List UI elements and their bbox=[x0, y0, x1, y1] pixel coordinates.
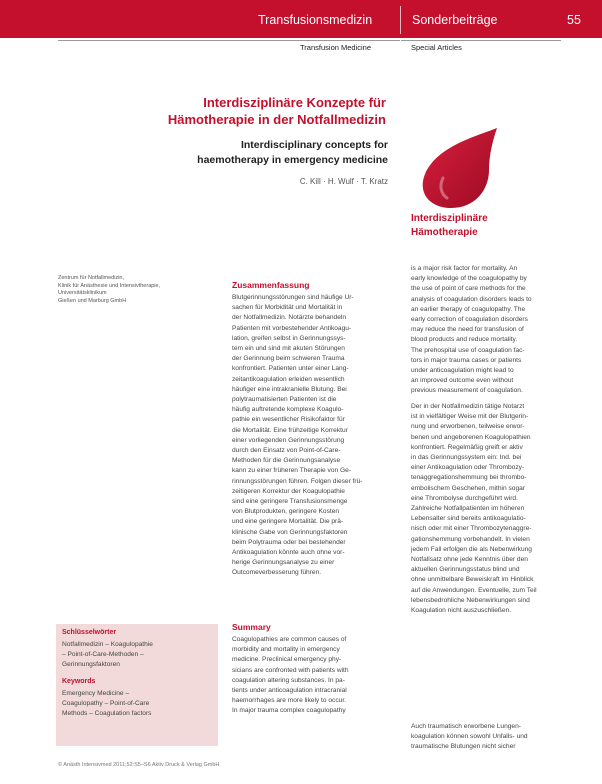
text-line: In major trauma complex coagulopathy bbox=[232, 707, 346, 715]
text-line: koagulation können sowohl Unfalls- und bbox=[411, 733, 528, 741]
text-line: Coagulopathies are common causes of bbox=[232, 636, 347, 643]
rule-right bbox=[401, 40, 561, 41]
text-line: klinische Gabe von Gerinnungsfaktoren bbox=[232, 528, 348, 536]
text-line: under anticoagulation might lead to bbox=[411, 367, 514, 375]
header-section-title: Transfusionsmedizin bbox=[258, 13, 373, 27]
text-line: haemorrhages are more likely to occur. bbox=[232, 697, 346, 705]
text-line: sicians are confronted with patients with bbox=[232, 666, 349, 674]
text-line: häufiger eine intrakranielle Blutung. Bei bbox=[232, 385, 347, 393]
text-line: Zahlreiche Notfallpatienten im höheren bbox=[411, 505, 525, 513]
text-line: may reduce the need for transfusion of bbox=[411, 326, 524, 334]
text-line: the use of point of care methods for the bbox=[411, 285, 526, 293]
summary-body bbox=[232, 635, 400, 717]
keywords-en bbox=[62, 689, 216, 719]
text-line: einer vorliegenden Gerinnungsstörung bbox=[232, 436, 345, 444]
text-line: aktuellen Gerinnungsstatus blind und bbox=[411, 566, 520, 574]
sub-header-right: Special Articles bbox=[411, 43, 462, 52]
text-line: Auch traumatisch erworbene Lungen- bbox=[411, 723, 521, 730]
text-line: polytraumatisierten Patienten ist die bbox=[232, 396, 337, 404]
text-line: Methoden für die Gerinnungsanalyse bbox=[232, 457, 341, 465]
keyword-line: Coagulopathy – Point-of-Care bbox=[62, 700, 150, 707]
text-line: durch den Einsatz von Point-of-Care- bbox=[232, 447, 341, 455]
text-line: herige Gerinnungsanalyse zu einer bbox=[232, 559, 335, 567]
text-line: häufig auftretende komplexe Koagulo- bbox=[232, 406, 344, 414]
header-category: Sonderbeiträge bbox=[412, 13, 498, 27]
article-subtitle bbox=[160, 138, 388, 168]
text-line: gationshemmung vorbehandelt. In vielen bbox=[411, 535, 530, 543]
right-paragraph-2 bbox=[411, 402, 569, 616]
blood-drop-icon bbox=[417, 126, 499, 210]
affiliation-line: Universitätsklinikum bbox=[58, 290, 107, 296]
text-line: lation, greifen selbst in Gerinnungssys- bbox=[232, 334, 346, 342]
sub-header-left: Transfusion Medicine bbox=[300, 43, 372, 52]
text-line: benen und angeborenen Koagulopathien bbox=[411, 433, 531, 441]
footer-citation: © Anästh Intensivmed 2011;52:S5–S6 Aktiv Druck & Verlag GmbH bbox=[58, 762, 220, 768]
subtitle-line: haemotherapy in emergency medicine bbox=[197, 154, 388, 166]
keyword-line: Emergency Medicine – bbox=[62, 690, 130, 697]
text-line: Antikoagulation könnte auch ohne vor- bbox=[232, 549, 345, 557]
text-line: The prehospital use of coagulation fac- bbox=[411, 346, 525, 354]
text-line: analysis of coagulation disorders leads to bbox=[411, 295, 532, 303]
side-label-line: Hämotherapie bbox=[411, 227, 478, 238]
text-line: Der in der Notfallmedizin tätige Notarzt bbox=[411, 403, 525, 410]
right-paragraph-3 bbox=[411, 722, 569, 753]
side-label bbox=[411, 212, 488, 240]
affiliation bbox=[58, 275, 218, 305]
text-line: previous measurement of coagulation. bbox=[411, 387, 523, 395]
text-line: an earlier therapy of coagulopathy. The bbox=[411, 305, 526, 313]
text-line: der Notfallmedizin. Notärzte behandeln bbox=[232, 314, 346, 322]
zusammenfassung-heading: Zusammenfassung bbox=[232, 280, 310, 290]
text-line: und eine geringere Mortalität. Die prä- bbox=[232, 518, 344, 526]
text-line: an improved outcome even without bbox=[411, 377, 514, 385]
keywords-de-heading: Schlüsselwörter bbox=[62, 629, 117, 636]
text-line: nisch oder mit einer Thrombozytenaggre- bbox=[411, 525, 532, 533]
text-line: zeitigeren Korrektur der Koagulopathie bbox=[232, 487, 345, 495]
text-line: traumatische Blutungen nicht sicher bbox=[411, 743, 516, 751]
text-line: morbidity and mortality in emergency bbox=[232, 646, 340, 654]
text-line: lebensbedrohliche Nebenwirkungen sind bbox=[411, 596, 530, 604]
text-line: early knowledge of the coagulopathy by bbox=[411, 275, 527, 283]
text-line: blood products and reduce mortality. bbox=[411, 336, 518, 344]
text-line: rinnungsstörungen führen. Folgen dieser frü- bbox=[232, 477, 363, 485]
text-line: in das Gerinnungssystem ein: Ind. bei bbox=[411, 454, 522, 462]
text-line: Notfallsatz ohne jede Kenntnis über den bbox=[411, 556, 528, 564]
text-line: konfrontiert. Patienten unter einer Lang- bbox=[232, 365, 349, 373]
text-line: early correction of coagulation disorders bbox=[411, 316, 528, 324]
text-line: konfrontiert. Regelmäßig greift er aktiv bbox=[411, 443, 523, 451]
article-title bbox=[140, 94, 386, 128]
text-line: die Mortalität. Eine frühzeitige Korrektur bbox=[232, 426, 348, 434]
zusammenfassung-body bbox=[232, 293, 400, 579]
authors: C. Kill · H. Wulf · T. Kratz bbox=[299, 177, 388, 186]
text-line: kann zu einer früheren Therapie von Ge- bbox=[232, 467, 352, 475]
text-line: beim Polytrauma oder bei bestehender bbox=[232, 538, 346, 546]
text-line: der Gerinnung beim schweren Trauma bbox=[232, 355, 345, 363]
text-line: Lebensalter sind bereits antikoagulatio- bbox=[411, 515, 526, 523]
affiliation-line: Gießen und Marburg GmbH bbox=[58, 297, 127, 304]
text-line: pathie ein wesentlicher Risikofaktor für bbox=[232, 416, 345, 424]
text-line: sind eine geringere Transfusionsmenge bbox=[232, 498, 348, 506]
title-line: Interdisziplinäre Konzepte für bbox=[203, 95, 386, 110]
keywords-en-heading: Keywords bbox=[62, 678, 96, 685]
text-line: tem ein und sind mit akuten Störungen bbox=[232, 345, 345, 353]
text-line: tients under anticoagulation intracranial bbox=[232, 687, 347, 695]
rule-left bbox=[58, 40, 400, 41]
text-line: sachen für Morbidität und Mortalität in bbox=[232, 304, 343, 312]
text-line: Patienten mit vorbestehender Antikoagu- bbox=[232, 324, 352, 332]
text-line: embolischem Geschehen, mithin sogar bbox=[411, 484, 525, 492]
keyword-line: Gerinnungsfaktoren bbox=[62, 661, 120, 668]
summary-heading: Summary bbox=[232, 622, 271, 632]
text-line: is a major risk factor for mortality. An bbox=[411, 265, 518, 272]
text-line: tenaggregationshemmung bei thrombo- bbox=[411, 474, 527, 482]
text-line: einer Antikoagulation oder Thrombozy- bbox=[411, 464, 525, 472]
keyword-line: Methods – Coagulation factors bbox=[62, 710, 152, 717]
text-line: jedem Fall erfolgen die als Nebenwirkung bbox=[411, 545, 532, 553]
header-divider bbox=[400, 6, 401, 34]
keywords-de bbox=[62, 640, 216, 670]
side-label-line: Interdisziplinäre bbox=[411, 213, 488, 224]
text-line: ohne unmittelbare Beweiskraft im Hinblick bbox=[411, 576, 534, 584]
text-line: auf die Anwendungen. Eventuelle, zum Teil bbox=[411, 586, 537, 594]
title-line: Hämotherapie in der Notfallmedizin bbox=[167, 112, 386, 127]
text-line: medicine. Preclinical emergency phy- bbox=[232, 656, 342, 664]
text-line: zeitantikoagulation erleiden wesentlich bbox=[232, 375, 345, 383]
keyword-line: – Point-of-Care-Methoden – bbox=[62, 651, 144, 658]
subtitle-line: Interdisciplinary concepts for bbox=[240, 139, 388, 151]
text-line: Koagulation nicht auszuschließen. bbox=[411, 607, 512, 615]
text-line: ist in vielfältiger Weise mit der Blutgerin- bbox=[411, 413, 529, 421]
keyword-line: Notfallmedizin – Koagulopathie bbox=[62, 641, 153, 648]
page-number: 55 bbox=[567, 13, 581, 27]
text-line: Outcomeverbesserung führen. bbox=[232, 569, 322, 577]
text-line: coagulation altering substances. In pa- bbox=[232, 676, 345, 684]
text-line: von Blutprodukten, geringere Kosten bbox=[232, 508, 340, 516]
right-paragraph-1 bbox=[411, 264, 569, 397]
text-line: nung und erworbenen, teilweise erwor- bbox=[411, 423, 525, 431]
text-line: Blutgerinnungsstörungen sind häufige Ur- bbox=[232, 294, 354, 301]
affiliation-line: Zentrum für Notfallmedizin, bbox=[58, 275, 125, 281]
text-line: tors in major trauma cases or patients bbox=[411, 356, 522, 364]
text-line: eine Thrombolyse durchgeführt wird. bbox=[411, 494, 518, 502]
affiliation-line: Klinik für Anästhesie und Intensivtherapie, bbox=[58, 282, 161, 289]
